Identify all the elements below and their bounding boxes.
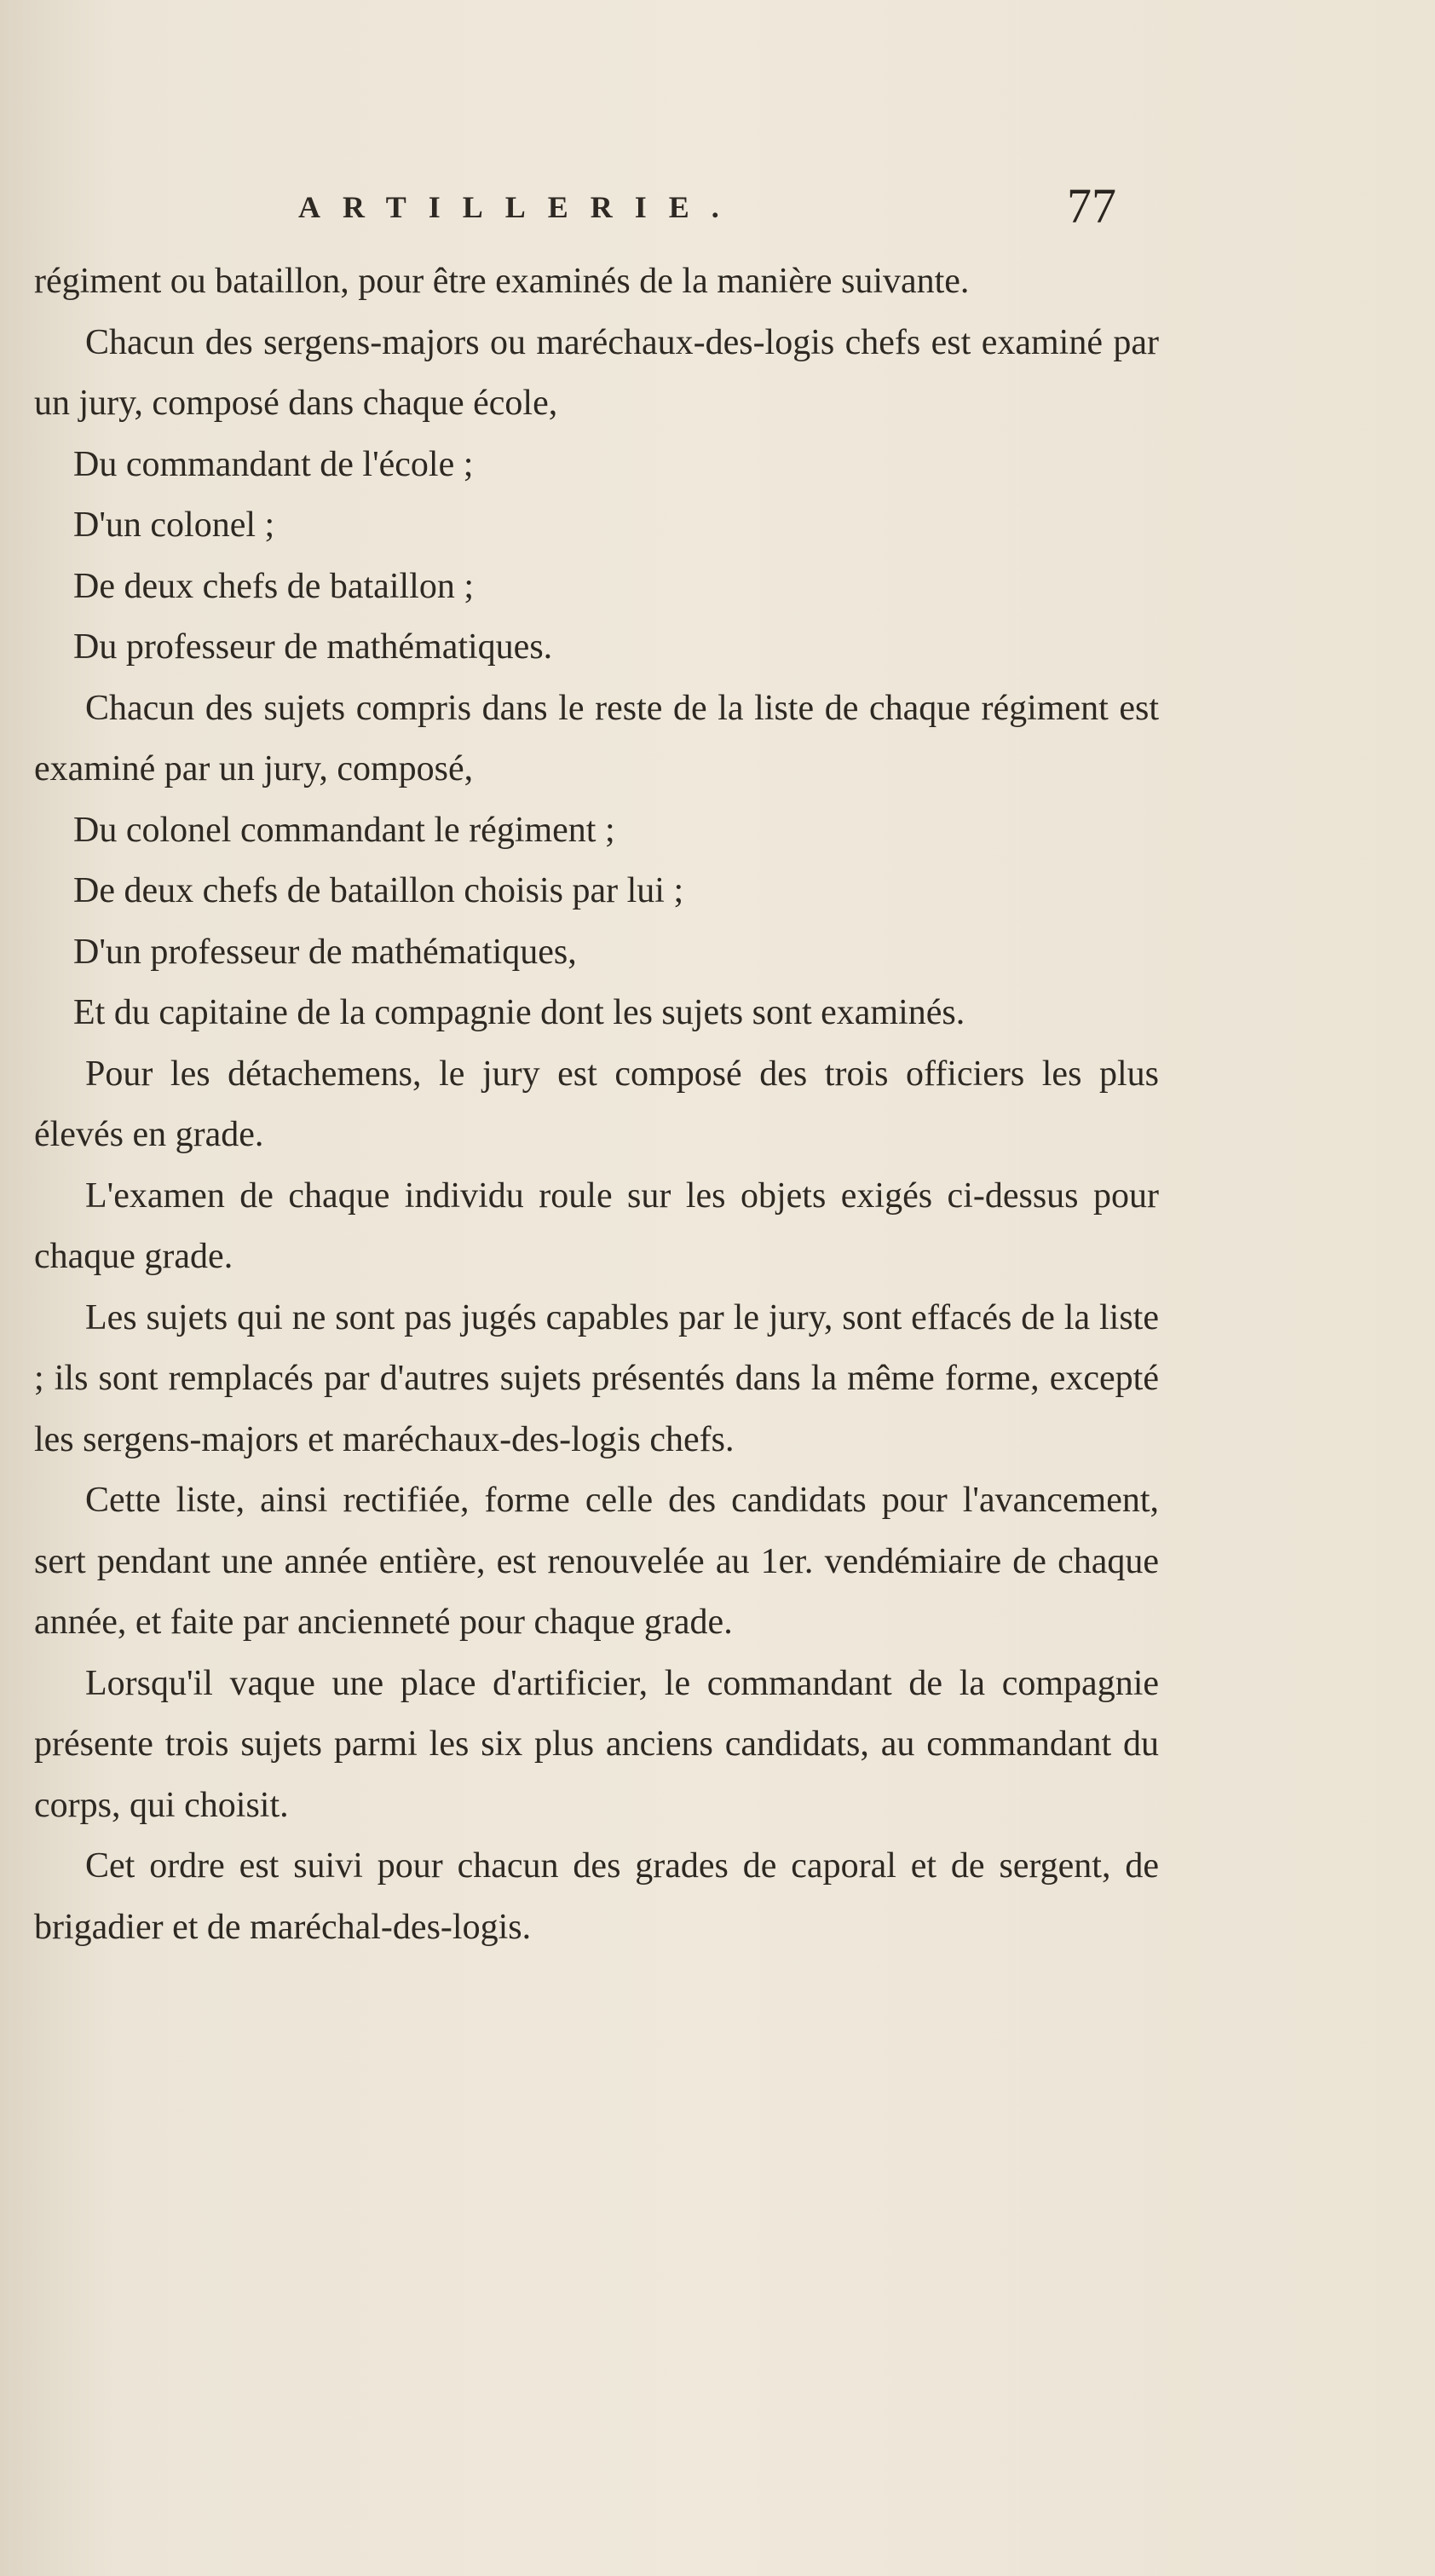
page-header (0, 170, 1435, 239)
list-item: Du commandant de l'école ; (73, 444, 474, 484)
body-text (34, 251, 1159, 1958)
paragraph: Pour les détachemens, le jury est composé des trois officiers les plus élevés en grade. (34, 1054, 1159, 1154)
page-number: 77 (1067, 178, 1116, 234)
paragraph: Cette liste, ainsi rectifiée, forme celle des candidats pour l'avancement, sert pendant une année entière, est renouvelée au 1er. vendémiaire de chaque année, et faite par ancienneté pour chaque grade. (34, 1481, 1159, 1642)
list-item: De deux chefs de bataillon ; (73, 566, 474, 606)
list-item: Et du capitaine de la compagnie dont les sujets sont examinés. (73, 993, 965, 1032)
list-item: Du colonel commandant le régiment ; (73, 810, 615, 850)
paragraph: L'examen de chaque individu roule sur les objets exigés ci-dessus pour chaque grade. (34, 1175, 1159, 1276)
running-title: ARTILLERIE. (298, 190, 741, 224)
paragraph: régiment ou bataillon, pour être examinés de la manière suivante. (34, 262, 970, 301)
list-item: Du professeur de mathématiques. (73, 627, 553, 667)
list-item: D'un colonel ; (73, 505, 275, 545)
paragraph: Chacun des sergens-majors ou maréchaux-des-logis chefs est examiné par un jury, composé dans chaque école, (34, 322, 1159, 423)
paragraph: Chacun des sujets compris dans le reste de la liste de chaque régiment est examiné par un jury, composé, (34, 688, 1159, 788)
paragraph: Cet ordre est suivi pour chacun des grades de caporal et de sergent, de brigadier et de maréchal-des-logis. (34, 1846, 1159, 1947)
paragraph: Les sujets qui ne sont pas jugés capables par le jury, sont effacés de la liste ; ils sont remplacés par d'autres sujets présentés dans la même forme, excepté les sergens-majors et maréchaux-des-logis chefs. (34, 1297, 1159, 1459)
list-item: De deux chefs de bataillon choisis par lui ; (73, 871, 684, 910)
paragraph: Lorsqu'il vaque une place d'artificier, le commandant de la compagnie présente trois sujets parmi les six plus anciens candidats, au commandant du corps, qui choisit. (34, 1663, 1159, 1825)
list-item: D'un professeur de mathématiques, (73, 932, 577, 972)
